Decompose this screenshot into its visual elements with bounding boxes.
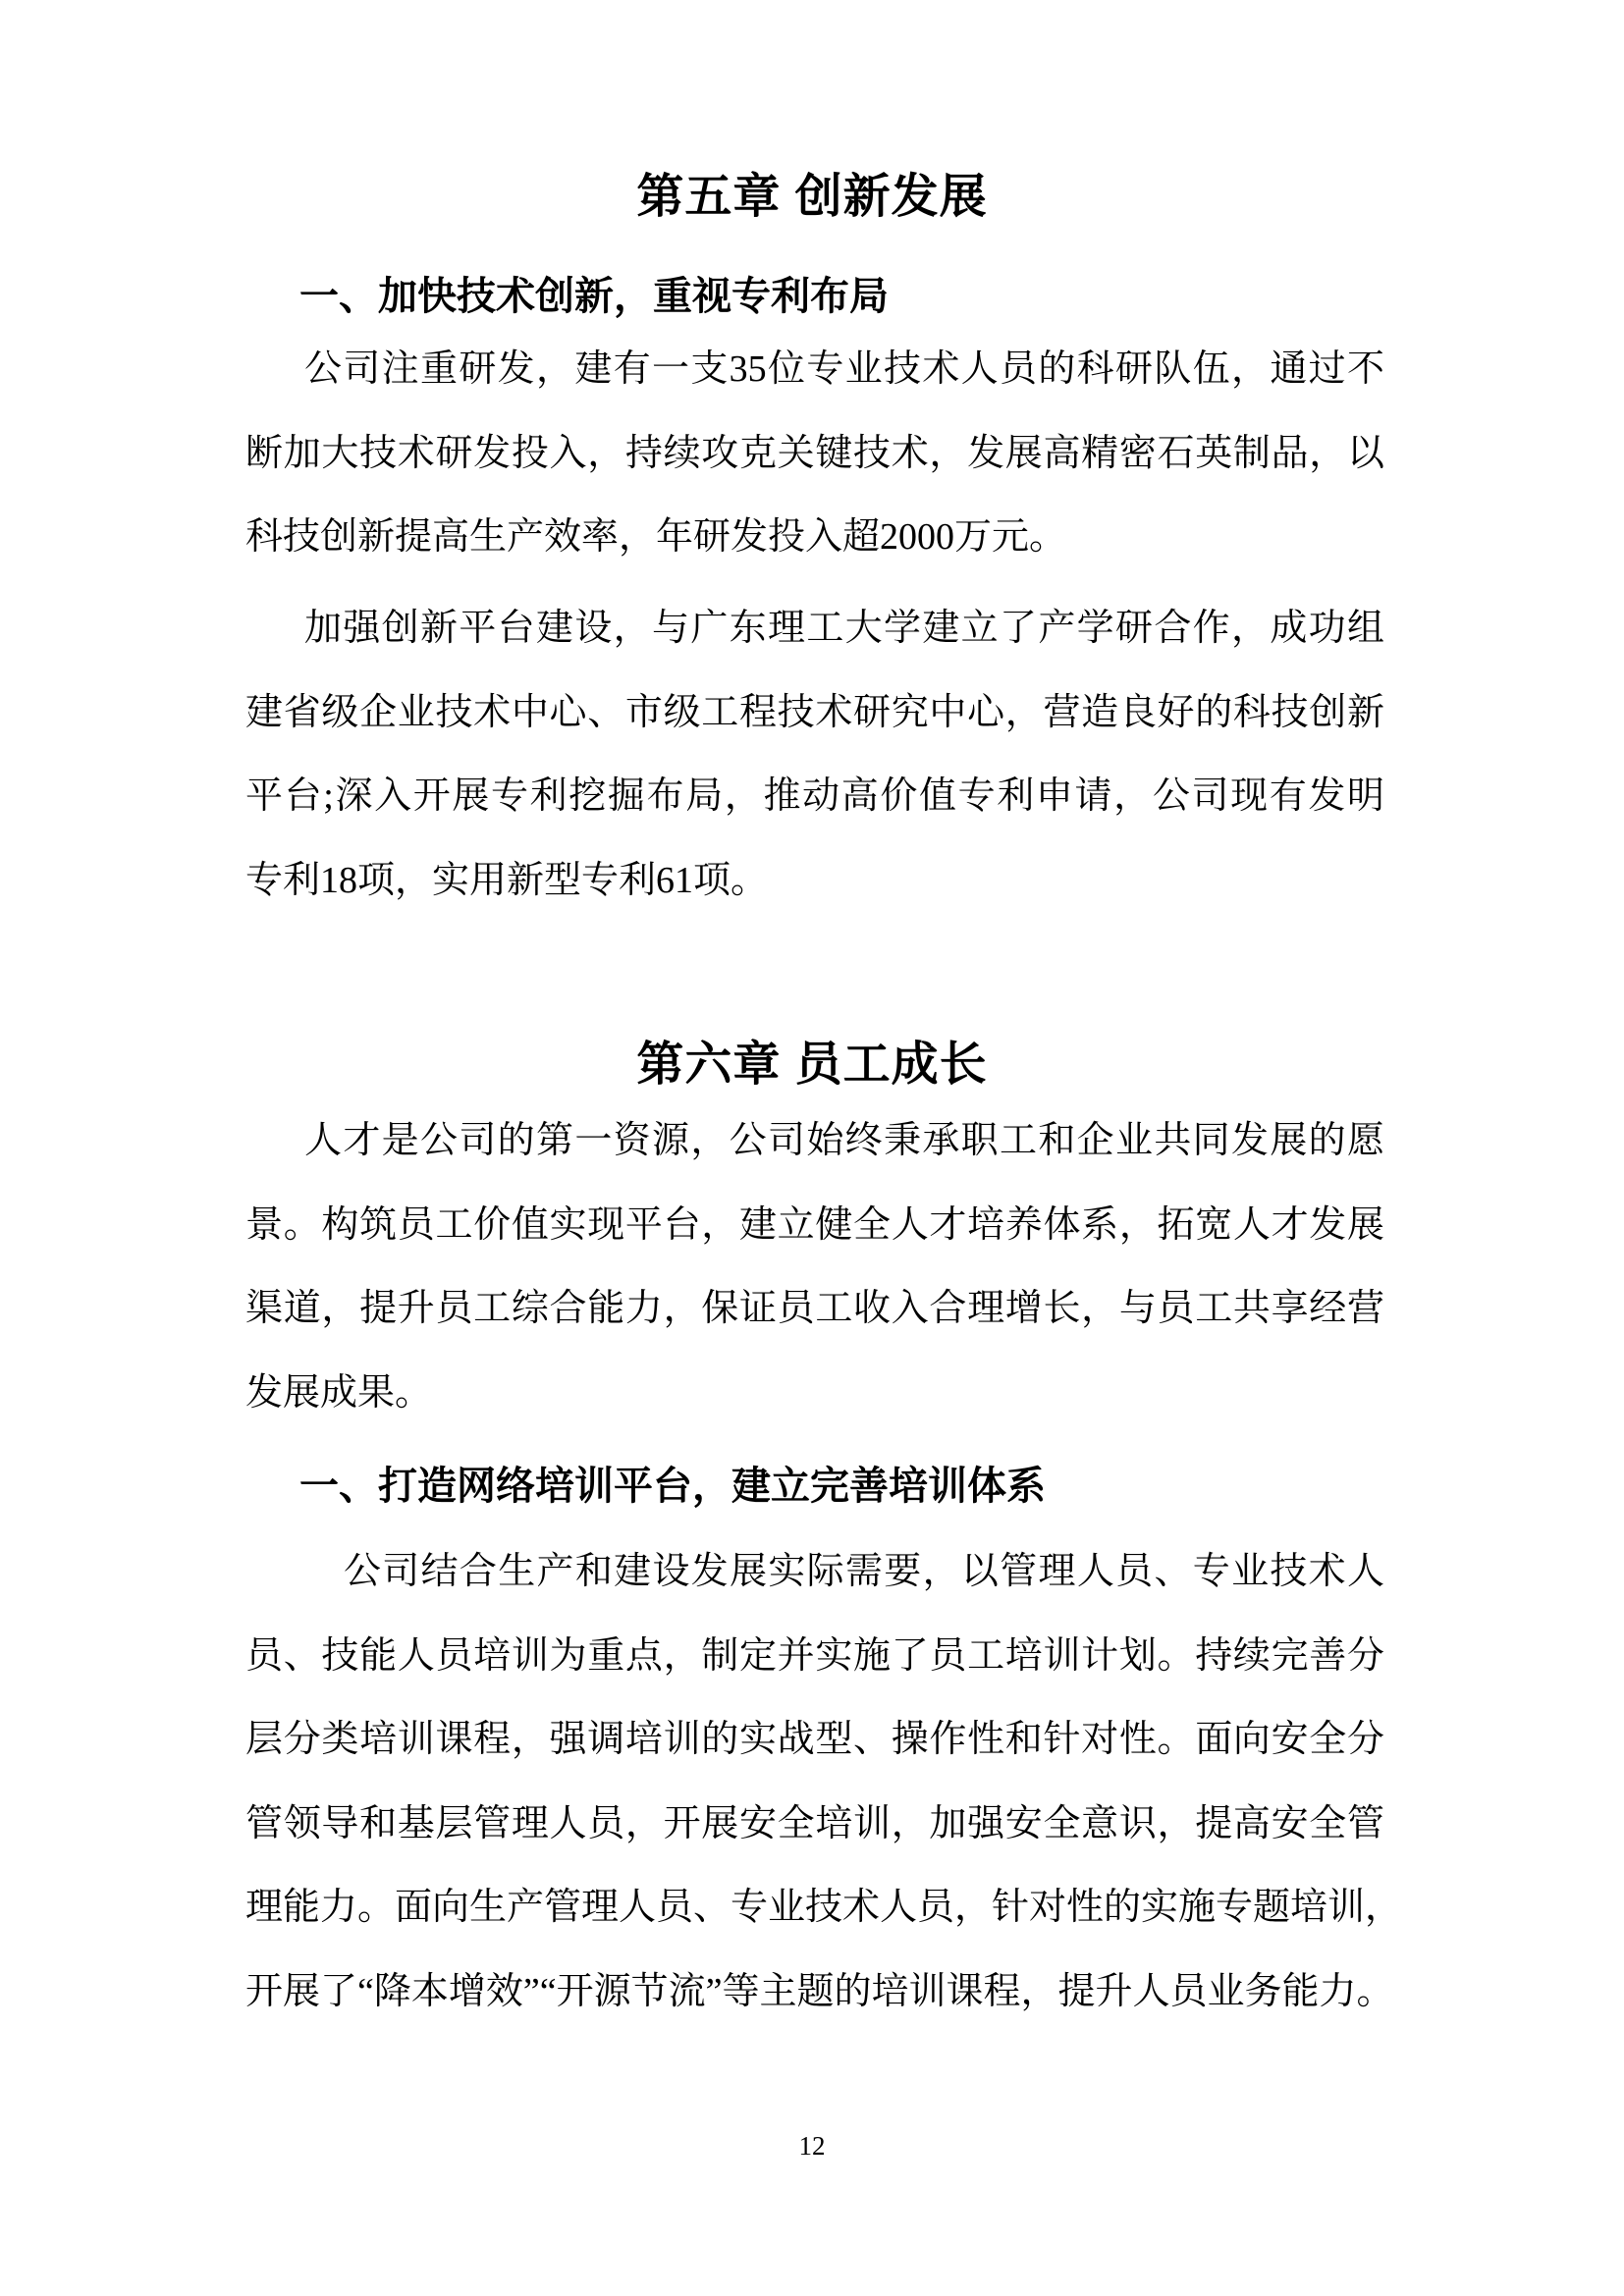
section-6-1-heading: 一、打造网络培训平台，建立完善培训体系: [299, 1465, 1046, 1508]
paragraph-training-system: [245, 1530, 1403, 2034]
text-line: 理能力。面向生产管理人员、专业技术人员，针对性的实施专题培训，: [245, 1887, 1403, 1928]
paragraph-innovation-platform: [245, 587, 1384, 923]
text-line: 员、技能人员培训为重点，制定并实施了员工培训计划。持续完善分: [245, 1634, 1384, 1677]
text-line: 科技创新提高生产效率，年研发投入超2000万元。: [245, 516, 1067, 558]
chapter-6-heading: 第六章 员工成长: [636, 1039, 988, 1091]
paragraph-rnd-investment: [245, 328, 1384, 580]
text-line: 公司结合生产和建设发展实际需要，以管理人员、专业技术人: [344, 1551, 1384, 1592]
text-line: 层分类培训课程，强调培训的实战型、操作性和针对性。面向安全分: [245, 1719, 1384, 1760]
text-line: 平台;深入开展专利挖掘布局，推动高价值专利申请，公司现有发明: [245, 775, 1384, 817]
text-line: 人才是公司的第一资源，公司始终秉承职工和企业共同发展的愿: [304, 1120, 1384, 1161]
text-line: 景。构筑员工价值实现平台，建立健全人才培养体系，拓宽人才发展: [245, 1203, 1384, 1246]
text-line: 加强创新平台建设，与广东理工大学建立了产学研合作，成功组: [304, 608, 1384, 649]
text-line: 断加大技术研发投入，持续攻克关键技术，发展高精密石英制品，以: [245, 432, 1384, 474]
page-number: 12: [798, 2131, 826, 2161]
section-5-1-heading: 一、加快技术创新，重视专利布局: [299, 275, 889, 318]
text-line: 发展成果。: [245, 1371, 433, 1414]
text-line: 渠道，提升员工综合能力，保证员工收入合理增长，与员工共享经营: [245, 1288, 1384, 1329]
text-line: 建省级企业技术中心、市级工程技术研究中心，营造良好的科技创新: [245, 691, 1384, 733]
text-line: 管领导和基层管理人员，开展安全培训，加强安全意识，提高安全管: [245, 1802, 1384, 1844]
paragraph-talent-intro: [245, 1099, 1384, 1435]
text-line: 开展了“降本增效”“开源节流”等主题的培训课程，提升人员业务能力。: [245, 1970, 1394, 2012]
text-line: 专利18项，实用新型专利61项。: [245, 859, 769, 901]
text-line: 公司注重研发，建有一支35位专业技术人员的科研队伍，通过不: [304, 348, 1384, 390]
chapter-5-heading: 第五章 创新发展: [636, 171, 988, 223]
